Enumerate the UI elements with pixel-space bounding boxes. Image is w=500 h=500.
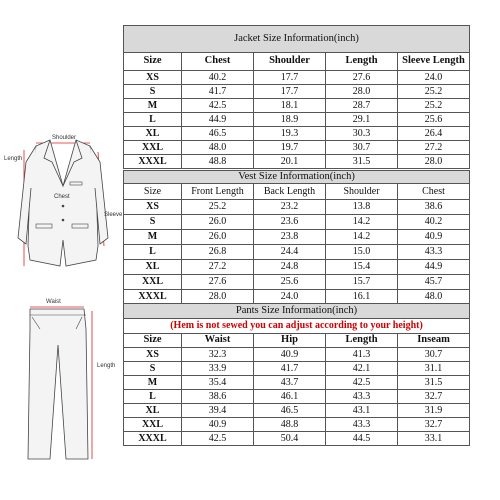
size-cell: L xyxy=(124,390,182,404)
table-row xyxy=(124,85,470,99)
shoulder-cell: 15.7 xyxy=(326,275,398,290)
length-cell: 28.0 xyxy=(326,85,398,99)
jacket-length-label: Length xyxy=(4,156,23,162)
table-row xyxy=(124,200,470,215)
chest-cell: 48.8 xyxy=(182,155,254,169)
length-cell: 30.7 xyxy=(326,141,398,155)
column-header-shoulder: Shoulder xyxy=(254,53,326,71)
shoulder-cell: 16.1 xyxy=(326,290,398,305)
jacket-diagram xyxy=(0,128,126,293)
table-row xyxy=(124,362,470,376)
sleeve-length-cell: 26.4 xyxy=(398,127,470,141)
column-header-chest: Chest xyxy=(398,184,470,200)
length-cell: 43.3 xyxy=(326,418,398,432)
shoulder-cell: 19.3 xyxy=(254,127,326,141)
chest-cell: 44.9 xyxy=(182,113,254,127)
front-length-cell: 27.6 xyxy=(182,275,254,290)
chest-cell: 40.2 xyxy=(398,215,470,230)
size-cell: S xyxy=(124,215,182,230)
table-row xyxy=(124,260,470,275)
inseam-cell: 33.1 xyxy=(398,432,470,446)
column-header-inseam: Inseam xyxy=(398,334,470,348)
table-row xyxy=(124,418,470,432)
waist-cell: 35.4 xyxy=(182,376,254,390)
pants-length-label: Length xyxy=(97,363,116,369)
table-row xyxy=(124,99,470,113)
size-cell: XL xyxy=(124,260,182,275)
table-row xyxy=(124,141,470,155)
table-row xyxy=(124,404,470,418)
front-length-cell: 25.2 xyxy=(182,200,254,215)
length-cell: 29.1 xyxy=(326,113,398,127)
size-cell: M xyxy=(124,99,182,113)
hip-cell: 43.7 xyxy=(254,376,326,390)
waist-cell: 38.6 xyxy=(182,390,254,404)
column-header-shoulder: Shoulder xyxy=(326,184,398,200)
column-header-size: Size xyxy=(124,184,182,200)
size-cell: M xyxy=(124,376,182,390)
column-header-length: Length xyxy=(326,53,398,71)
shoulder-cell: 18.1 xyxy=(254,99,326,113)
back-length-cell: 24.0 xyxy=(254,290,326,305)
waist-cell: 40.9 xyxy=(182,418,254,432)
sleeve-length-cell: 25.2 xyxy=(398,85,470,99)
front-length-cell: 27.2 xyxy=(182,260,254,275)
length-cell: 28.7 xyxy=(326,99,398,113)
length-cell: 30.3 xyxy=(326,127,398,141)
jacket-shoulder-label: Shoulder xyxy=(52,135,77,141)
jacket-sleeve-label: Sleeve xyxy=(104,212,123,218)
table-row xyxy=(124,376,470,390)
length-cell: 42.1 xyxy=(326,362,398,376)
column-header-back-length: Back Length xyxy=(254,184,326,200)
sleeve-length-cell: 25.6 xyxy=(398,113,470,127)
length-cell: 41.3 xyxy=(326,348,398,362)
chest-cell: 48.0 xyxy=(398,290,470,305)
chest-cell: 45.7 xyxy=(398,275,470,290)
waist-cell: 33.9 xyxy=(182,362,254,376)
hem-note: (Hem is not sewed you can adjust according to your height) xyxy=(124,319,470,334)
length-cell: 27.6 xyxy=(326,71,398,85)
size-cell: XS xyxy=(124,71,182,85)
pants-size-table xyxy=(123,303,470,446)
shoulder-cell: 14.2 xyxy=(326,230,398,245)
shoulder-cell: 19.7 xyxy=(254,141,326,155)
hip-cell: 40.9 xyxy=(254,348,326,362)
shoulder-cell: 13.8 xyxy=(326,200,398,215)
inseam-cell: 31.9 xyxy=(398,404,470,418)
size-cell: XXL xyxy=(124,141,182,155)
sleeve-length-cell: 25.2 xyxy=(398,99,470,113)
pants-waist-label: Waist xyxy=(46,299,61,305)
front-length-cell: 28.0 xyxy=(182,290,254,305)
column-header-front-length: Front Length xyxy=(182,184,254,200)
size-cell: XXL xyxy=(124,275,182,290)
inseam-cell: 31.1 xyxy=(398,362,470,376)
chest-cell: 41.7 xyxy=(182,85,254,99)
chest-cell: 48.0 xyxy=(182,141,254,155)
size-cell: S xyxy=(124,362,182,376)
table-row xyxy=(124,348,470,362)
column-header-size: Size xyxy=(124,334,182,348)
inseam-cell: 31.5 xyxy=(398,376,470,390)
size-cell: S xyxy=(124,85,182,99)
pants-outline xyxy=(28,309,88,459)
size-cell: XXL xyxy=(124,418,182,432)
size-cell: XS xyxy=(124,200,182,215)
shoulder-cell: 17.7 xyxy=(254,85,326,99)
shoulder-cell: 18.9 xyxy=(254,113,326,127)
size-cell: XL xyxy=(124,404,182,418)
inseam-cell: 30.7 xyxy=(398,348,470,362)
column-header-hip: Hip xyxy=(254,334,326,348)
back-length-cell: 24.8 xyxy=(254,260,326,275)
table-row xyxy=(124,71,470,85)
size-cell: XS xyxy=(124,348,182,362)
column-header-waist: Waist xyxy=(182,334,254,348)
jacket-button xyxy=(62,219,65,222)
sleeve-length-cell: 24.0 xyxy=(398,71,470,85)
shoulder-cell: 20.1 xyxy=(254,155,326,169)
shoulder-cell: 15.0 xyxy=(326,245,398,260)
shoulder-cell: 17.7 xyxy=(254,71,326,85)
length-cell: 44.5 xyxy=(326,432,398,446)
table-row xyxy=(124,432,470,446)
sleeve-length-cell: 28.0 xyxy=(398,155,470,169)
front-length-cell: 26.0 xyxy=(182,215,254,230)
table-row xyxy=(124,230,470,245)
table-row xyxy=(124,275,470,290)
shoulder-cell: 15.4 xyxy=(326,260,398,275)
waist-cell: 39.4 xyxy=(182,404,254,418)
jacket-outline xyxy=(28,140,98,266)
vest-table-title: Vest Size Information(inch) xyxy=(124,171,470,184)
jacket-table-title: Jacket Size Information(inch) xyxy=(124,26,470,53)
jacket-button xyxy=(62,205,65,208)
front-length-cell: 26.0 xyxy=(182,230,254,245)
size-cell: L xyxy=(124,113,182,127)
hip-cell: 50.4 xyxy=(254,432,326,446)
hip-cell: 48.8 xyxy=(254,418,326,432)
table-row xyxy=(124,245,470,260)
waist-cell: 42.5 xyxy=(182,432,254,446)
length-cell: 42.5 xyxy=(326,376,398,390)
column-header-sleeve-length: Sleeve Length xyxy=(398,53,470,71)
hip-cell: 41.7 xyxy=(254,362,326,376)
size-cell: XL xyxy=(124,127,182,141)
chest-cell: 46.5 xyxy=(182,127,254,141)
back-length-cell: 25.6 xyxy=(254,275,326,290)
shoulder-cell: 14.2 xyxy=(326,215,398,230)
hip-cell: 46.5 xyxy=(254,404,326,418)
back-length-cell: 23.6 xyxy=(254,215,326,230)
chest-cell: 40.9 xyxy=(398,230,470,245)
length-cell: 43.3 xyxy=(326,390,398,404)
table-row xyxy=(124,215,470,230)
jacket-chest-label: Chest xyxy=(54,194,70,200)
chest-cell: 43.3 xyxy=(398,245,470,260)
waist-cell: 32.3 xyxy=(182,348,254,362)
length-cell: 31.5 xyxy=(326,155,398,169)
size-cell: M xyxy=(124,230,182,245)
back-length-cell: 23.8 xyxy=(254,230,326,245)
vest-size-table xyxy=(123,170,470,305)
column-header-size: Size xyxy=(124,53,182,71)
size-cell: XXXL xyxy=(124,290,182,305)
front-length-cell: 26.8 xyxy=(182,245,254,260)
pants-table-title: Pants Size Information(inch) xyxy=(124,304,470,319)
table-row xyxy=(124,390,470,404)
size-cell: XXXL xyxy=(124,155,182,169)
table-row xyxy=(124,113,470,127)
length-cell: 43.1 xyxy=(326,404,398,418)
chest-cell: 40.2 xyxy=(182,71,254,85)
table-row xyxy=(124,127,470,141)
back-length-cell: 23.2 xyxy=(254,200,326,215)
column-header-chest: Chest xyxy=(182,53,254,71)
pants-diagram xyxy=(0,293,126,471)
table-row xyxy=(124,155,470,169)
size-cell: L xyxy=(124,245,182,260)
inseam-cell: 32.7 xyxy=(398,390,470,404)
sleeve-length-cell: 27.2 xyxy=(398,141,470,155)
inseam-cell: 32.7 xyxy=(398,418,470,432)
size-cell: XXXL xyxy=(124,432,182,446)
jacket-size-table xyxy=(123,25,470,169)
back-length-cell: 24.4 xyxy=(254,245,326,260)
chest-cell: 44.9 xyxy=(398,260,470,275)
hip-cell: 46.1 xyxy=(254,390,326,404)
chest-cell: 42.5 xyxy=(182,99,254,113)
chest-cell: 38.6 xyxy=(398,200,470,215)
column-header-length: Length xyxy=(326,334,398,348)
